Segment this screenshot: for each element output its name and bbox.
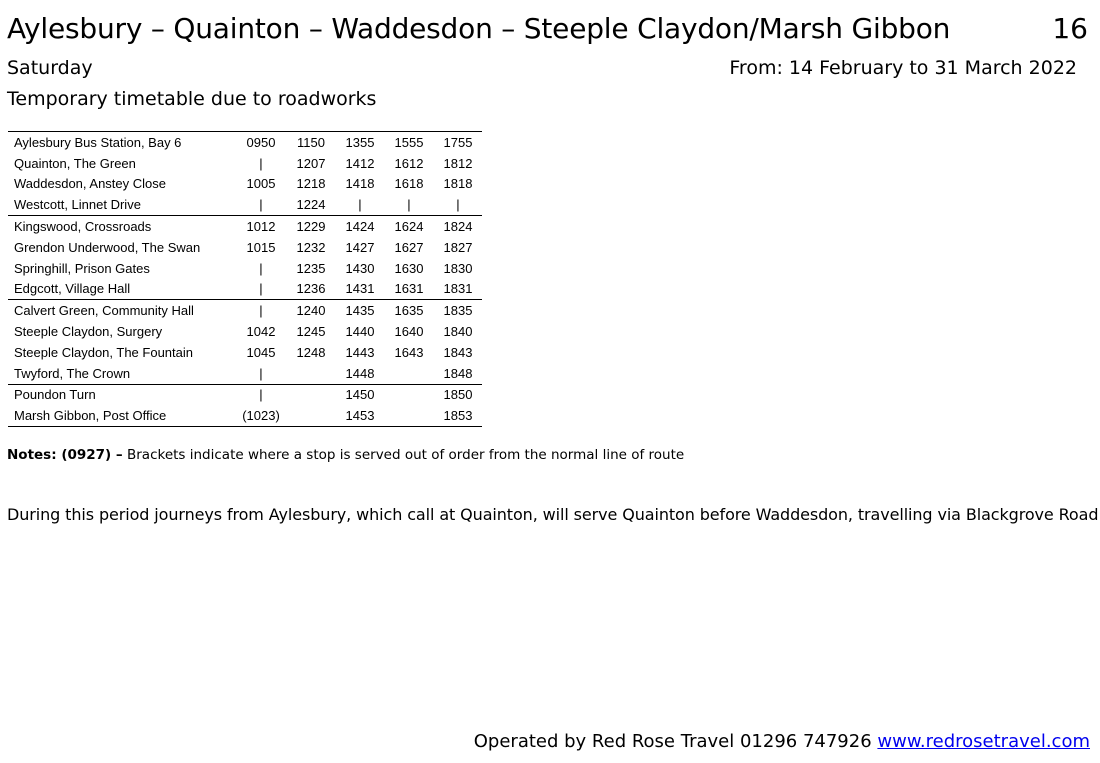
departure-time: 1853 xyxy=(434,405,482,426)
operator-text: Operated by Red Rose Travel 01296 747926 xyxy=(473,731,872,752)
departure-time: 1431 xyxy=(336,279,384,300)
table-row xyxy=(8,237,482,258)
departure-time xyxy=(286,405,336,426)
table-row xyxy=(8,258,482,279)
departure-time: 1643 xyxy=(394,344,424,360)
departure-time: 1812 xyxy=(443,155,473,171)
departure-time: 1624 xyxy=(394,219,424,235)
departure-time: 1424 xyxy=(345,219,375,235)
departure-time: 1412 xyxy=(345,155,375,171)
departure-time: | xyxy=(259,387,263,403)
table-row xyxy=(8,174,482,195)
departure-time: 1840 xyxy=(443,324,473,340)
departure-time: 1453 xyxy=(336,405,384,426)
departure-time: 1229 xyxy=(296,219,326,235)
departure-time: 1240 xyxy=(296,303,326,319)
departure-time: 1418 xyxy=(345,176,375,192)
table-row xyxy=(8,363,482,384)
departure-time: | xyxy=(236,363,286,384)
stop-name: Springhill, Prison Gates xyxy=(14,260,150,276)
departure-time: 1555 xyxy=(384,132,434,153)
departure-time: 1435 xyxy=(345,303,375,319)
departure-time: 1440 xyxy=(345,324,375,340)
website-link[interactable]: www.redrosetravel.com xyxy=(877,731,1090,752)
departure-time: | xyxy=(384,194,434,215)
departure-time: 1236 xyxy=(286,279,336,300)
departure-time: 0950 xyxy=(236,132,286,153)
stop-name: Twyford, The Crown xyxy=(8,363,236,384)
stop-name: Steeple Claydon, Surgery xyxy=(14,324,163,340)
departure-time: 1224 xyxy=(286,194,336,215)
day-label: Saturday xyxy=(7,57,93,79)
departure-time: 1835 xyxy=(443,303,473,319)
departure-time xyxy=(286,363,336,384)
stop-name: Grendon Underwood, The Swan xyxy=(14,239,201,255)
stop-name: Waddesdon, Anstey Close xyxy=(14,176,166,192)
departure-time: | xyxy=(236,194,286,215)
table-row xyxy=(8,300,482,321)
stop-name: Edgcott, Village Hall xyxy=(8,279,236,300)
stop-name: Calvert Green, Community Hall xyxy=(14,303,194,319)
stop-name: Marsh Gibbon, Post Office xyxy=(8,405,236,426)
departure-time: 1248 xyxy=(296,344,326,360)
timetable xyxy=(8,131,482,427)
departure-time: 1631 xyxy=(384,279,434,300)
notes-text: Brackets indicate where a stop is served out of order from the normal line of route xyxy=(126,447,685,463)
departure-time: 1824 xyxy=(443,219,473,235)
departure-time: 1232 xyxy=(296,239,326,255)
notes xyxy=(7,447,684,464)
departure-time xyxy=(384,384,434,405)
departure-time: 1430 xyxy=(345,260,375,276)
departure-time: 1830 xyxy=(443,260,473,276)
departure-time: 1150 xyxy=(286,132,336,153)
departure-time: (1023) xyxy=(236,405,286,426)
route-note: During this period journeys from Aylesbury, which call at Quainton, will serve Quainton before Waddesdon, travelling via Blackgrove Road xyxy=(7,505,1099,524)
stop-name: Westcott, Linnet Drive xyxy=(8,194,236,215)
departure-time: 1612 xyxy=(394,155,424,171)
departure-time: 1627 xyxy=(394,239,424,255)
departure-time: 1630 xyxy=(394,260,424,276)
departure-time: | xyxy=(336,194,384,215)
table-row xyxy=(8,321,482,342)
departure-time: 1427 xyxy=(345,239,375,255)
departure-time: 1012 xyxy=(246,219,276,235)
route-number: 16 xyxy=(1052,12,1088,45)
stop-name: Quainton, The Green xyxy=(14,155,136,171)
departure-time xyxy=(384,363,434,384)
table-row xyxy=(8,153,482,174)
operator-footer xyxy=(474,730,1090,754)
departure-time: 1818 xyxy=(443,176,473,192)
departure-time: 1843 xyxy=(443,344,473,360)
departure-time: 1755 xyxy=(434,132,482,153)
departure-time: 1355 xyxy=(336,132,384,153)
departure-time: 1045 xyxy=(246,344,276,360)
departure-time xyxy=(384,405,434,426)
stop-name: Steeple Claydon, The Fountain xyxy=(14,344,193,360)
departure-time: 1015 xyxy=(246,239,276,255)
table-row xyxy=(8,216,482,237)
departure-time: 1443 xyxy=(345,344,375,360)
departure-time xyxy=(286,384,336,405)
table-row xyxy=(8,405,482,426)
departure-time: 1448 xyxy=(336,363,384,384)
departure-time: | xyxy=(259,303,263,319)
table-row xyxy=(8,279,482,300)
table-row xyxy=(8,384,482,405)
departure-time: 1218 xyxy=(296,176,326,192)
departure-time: 1618 xyxy=(394,176,424,192)
stop-name: Poundon Turn xyxy=(14,387,96,403)
stop-name: Kingswood, Crossroads xyxy=(14,219,152,235)
table-row xyxy=(8,132,482,153)
departure-time: | xyxy=(259,155,263,171)
validity-dates: From: 14 February to 31 March 2022 xyxy=(729,57,1077,79)
departure-time: 1640 xyxy=(394,324,424,340)
table-row xyxy=(8,342,482,363)
departure-time: | xyxy=(236,279,286,300)
stop-name: Aylesbury Bus Station, Bay 6 xyxy=(8,132,236,153)
departure-time: 1827 xyxy=(443,239,473,255)
temporary-notice: Temporary timetable due to roadworks xyxy=(7,88,377,110)
departure-time: 1850 xyxy=(443,387,473,403)
table-row xyxy=(8,194,482,215)
departure-time: 1831 xyxy=(434,279,482,300)
departure-time: 1042 xyxy=(246,324,276,340)
departure-time: 1207 xyxy=(296,155,326,171)
departure-time: 1635 xyxy=(394,303,424,319)
departure-time: 1235 xyxy=(296,260,326,276)
departure-time: | xyxy=(259,260,263,276)
departure-time: 1848 xyxy=(434,363,482,384)
departure-time: | xyxy=(434,194,482,215)
departure-time: 1005 xyxy=(246,176,276,192)
departure-time: 1450 xyxy=(345,387,375,403)
notes-label: Notes: (0927) – xyxy=(7,447,123,463)
departure-time: 1245 xyxy=(296,324,326,340)
route-title: Aylesbury – Quainton – Waddesdon – Steeple Claydon/Marsh Gibbon xyxy=(7,12,951,45)
